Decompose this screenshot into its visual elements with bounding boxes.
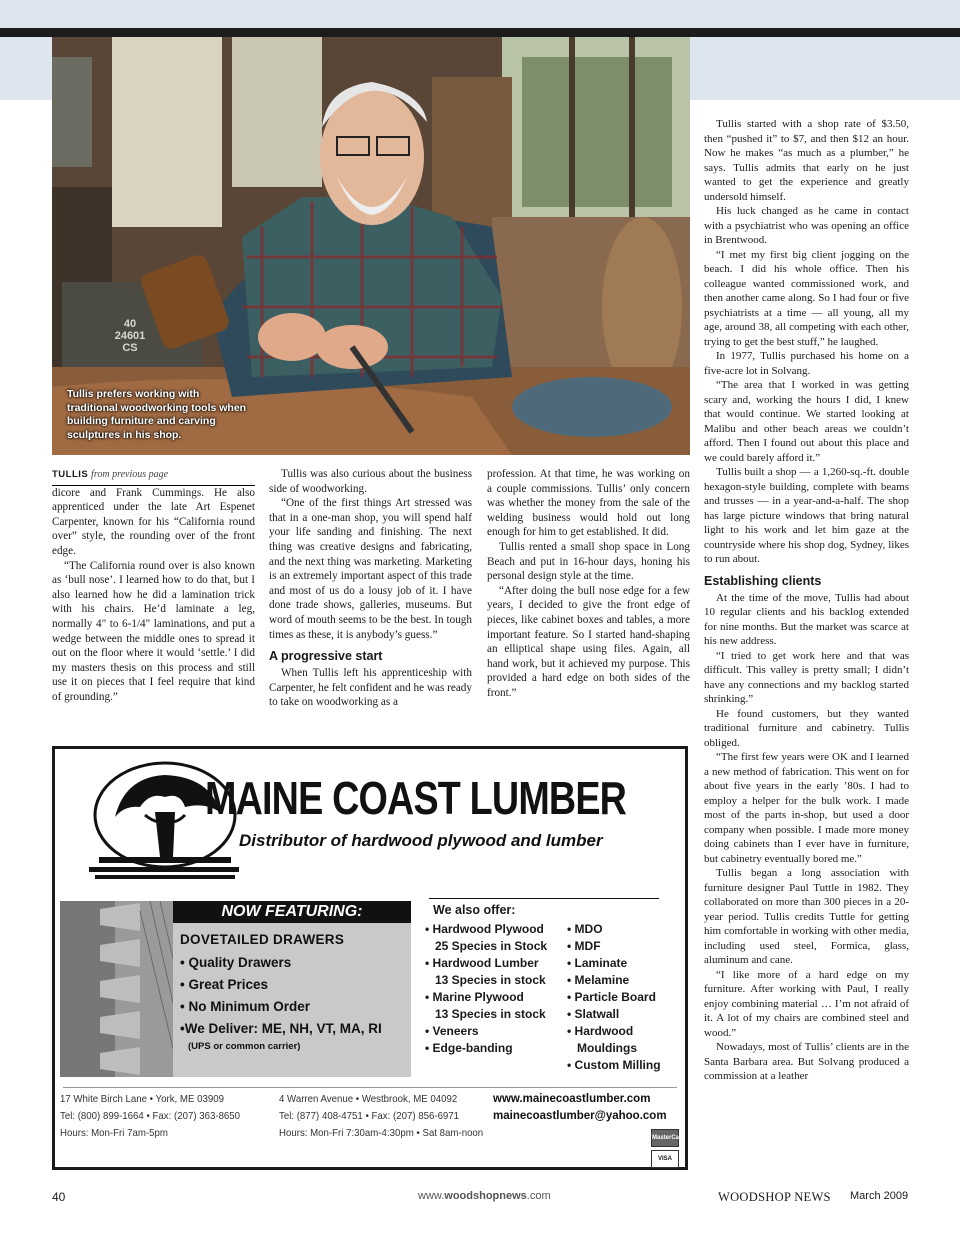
phone-line: Tel: (877) 408-4751 • Fax: (207) 856-6971	[279, 1110, 460, 1122]
offer-item: • Particle Board	[567, 990, 656, 1004]
maine-coast-lumber-ad[interactable]	[52, 746, 688, 1170]
ad-subtitle: Distributor of hardwood plywood and lumber	[239, 831, 603, 850]
offer-item: • Slatwall	[567, 1007, 620, 1021]
offer-item: • MDO	[567, 922, 603, 936]
col4-para-6: Tullis built a shop — a 1,260-sq.-ft. double hexagon-style building, complete with beams and trusses — in a year-and-a-half. The shop has large picture windows that bring natural light to his work and let him gaze at the countryside where his shop dog, Sydney, likes to run about.	[704, 466, 909, 565]
column-2	[269, 467, 472, 710]
col2-para-1: Tullis was also curious about the business side of woodworking.	[269, 468, 472, 495]
slugline	[52, 467, 255, 486]
featuring-list	[180, 929, 408, 1054]
ad-email-link[interactable]: mainecoastlumber@yahoo.com	[493, 1110, 667, 1122]
ad-title: MAINE COAST LUMBER	[205, 772, 627, 824]
mastercard-icon: MasterCard	[651, 1129, 679, 1147]
column-4	[704, 117, 909, 1084]
hours-line: Hours: Mon-Fri 7:30am-4:30pm • Sat 8am-noon	[279, 1127, 484, 1139]
col4-para-9: He found customers, but they wanted traditional furniture and cabinetry. Tullis obliged.	[704, 707, 909, 749]
offer-item: • MDF	[567, 939, 601, 953]
crate-text-3: CS	[122, 342, 138, 354]
featuring-item: • Great Prices	[180, 977, 269, 992]
address-westbrook	[279, 1091, 483, 1142]
ad-divider	[63, 1087, 677, 1088]
offer-item: • Veneers	[425, 1024, 479, 1038]
slug-label: TULLIS	[52, 469, 89, 480]
offer-heading: We also offer:	[433, 903, 516, 917]
offer-list-2	[567, 921, 677, 1074]
section-heading-progressive-start: A progressive start	[269, 649, 383, 664]
payment-cards	[651, 1129, 686, 1171]
col3-para-1: profession. At that time, he was working on a couple commissions. Tullis’ only concern was whether the money from the sale of the welding business would hold out long enough for him to get established. It did.	[487, 468, 690, 539]
col4-para-2: His luck changed as he came in contact with a psychiatrist who was opening an office in Brentwood.	[704, 205, 909, 246]
ad-website-link[interactable]: www.mainecoastlumber.com	[493, 1093, 651, 1105]
woodworker-photo	[52, 37, 690, 455]
visa-icon: VISA	[651, 1150, 679, 1168]
offer-item: • Hardwood Plywood	[425, 922, 544, 936]
hours-line: Hours: Mon-Fri 7am-5pm	[60, 1127, 168, 1139]
col4-para-4: In 1977, Tullis purchased his home on a five-acre lot in Solvang.	[704, 350, 909, 377]
now-featuring-heading: NOW FEATURING:	[173, 901, 411, 923]
offer-item: • Marine Plywood	[425, 990, 524, 1004]
slug-text: from previous page	[91, 469, 169, 480]
section-heading-establishing-clients: Establishing clients	[704, 573, 822, 588]
column-1	[52, 467, 255, 705]
col4-para-11: Tullis began a long association with furniture designer Paul Tuttle in 1982. They collaborated on more than 300 pieces in a 20-year period. Tullis credits Tuttle for getting him comfortable in working with other media, including used steel, Formica, glass, aluminum and cane.	[704, 867, 909, 966]
top-rule	[0, 28, 960, 37]
col4-para-10: “The first few years were OK and I learned a new method of fabrication. This went on for about five years in the early ’80s. I had to employ a helper for the bulk work. I made most of the parts in-shop, but used a door company when possible. I made more money doing cabinets than I ever have in furniture, but cabinetry eventually bored me.”	[704, 751, 909, 865]
featuring-note: (UPS or common carrier)	[188, 1041, 301, 1052]
footer-date: March 2009	[850, 1190, 909, 1202]
col1-para-1: dicore and Frank Cummings. He also apprenticed under the late Art Espenet Carpenter, known for his “California round over” style, the rounding over of the front edge.	[52, 486, 255, 557]
offer-item: • Laminate	[567, 956, 628, 970]
offer-item: • Hardwood	[567, 1024, 634, 1038]
offer-list-1	[425, 921, 565, 1057]
featuring-item: •We Deliver: ME, NH, VT, MA, RI	[180, 1021, 382, 1036]
page-number: 40	[52, 1190, 66, 1204]
col4-para-5: “The area that I worked in was getting scary and, working the hours I did, I knew that would continue. We started looking at Malibu and other beach areas we couldn’t afford. Then I found out about this place and we could barely afford it.”	[704, 379, 909, 464]
offer-subitem: 25 Species in Stock	[435, 939, 548, 953]
footer-url-prefix: www.	[418, 1190, 445, 1202]
col2-para-3: When Tullis left his apprenticeship with Carpenter, he felt confident and he was ready to take on woodworking as a	[269, 667, 472, 709]
footer-magazine: WOODSHOP NEWS	[718, 1190, 831, 1204]
col2-para-2: “One of the first things Art stressed was that in a one-man shop, you will spend half your life sanding and finishing. The next thing was creative designs and fabricating, and the next thing was marketing. Marketing is an extremely important aspect of this trade and most of us do a lousy job of it. I have done trade shows, galleries, museums. But word of mouth seems to be the best. In tough times as these, it is anybody’s guess.”	[269, 497, 472, 641]
footer-url-suffix: .com	[526, 1190, 551, 1202]
featuring-item: • Quality Drawers	[180, 955, 292, 970]
footer-url[interactable]	[418, 1190, 551, 1202]
offer-divider	[429, 898, 659, 899]
offer-item: • Custom Milling	[567, 1058, 661, 1072]
address-line: 4 Warren Avenue • Westbrook, ME 04092	[279, 1093, 458, 1105]
col4-para-7: At the time of the move, Tullis had about 10 regular clients and his backlog extended for nine months. But the market was scarce at his new address.	[704, 591, 909, 647]
offer-item: • Melamine	[567, 973, 630, 987]
ad-contact	[493, 1091, 667, 1125]
photo-caption: Tullis prefers working with traditional woodworking tools when building furniture and carving sculptures in his shop.	[67, 388, 247, 441]
column-3	[487, 467, 690, 701]
col3-para-2: Tullis rented a small shop space in Long Beach and put in 16-hour days, honing his personal design style at the time.	[487, 540, 690, 583]
featuring-title: DOVETAILED DRAWERS	[180, 932, 345, 947]
col3-para-3: “After doing the bull nose edge for a few years, I decided to give the front edge of pieces, like cabinet boxes and tables, a more important feature. So I started hand-shaping an elliptical shape using files. Again, all hand work, but it achieved my purpose. This provided a hard edge on both sides of the front.”	[487, 584, 690, 699]
col4-para-12: “I like more of a hard edge on my furniture. After working with Paul, I really enjoy combining material … I’m not afraid of it. A lot of my chairs are combined steel and wood.”	[704, 968, 909, 1039]
offer-item: • Edge-banding	[425, 1041, 513, 1055]
col4-para-1: Tullis started with a shop rate of $3.50, then “pushed it” to $7, and then $12 an hour. Now he makes “as much as a plumber,” he says. Tullis admits that early on he just wanted to get the experience and greatly undersold himself.	[704, 118, 909, 203]
col1-para-2: “The California round over is also known as ‘bull nose’. I learned how to do that, but I also learned how he did a lamination trick with his chairs. He’d laminate a leg, normally 4" to 6-1/4" laminations, and put a wedge between the middle ones to spread it out on the floor where it would ‘settle.’ I did my masters thesis on this process and still use it on pieces that I feel require that kind of grounding.”	[52, 559, 255, 703]
footer-url-brand: woodshopnews	[444, 1190, 527, 1202]
col4-para-3: “I met my first big client jogging on the beach. I did his whole office. Then his colleague wanted commissioned work, and then another came along. So I had four or five psychiatrists at a time — all young, all my age, around 38, all competing with each other, trying to get the best stuff,” he laughed.	[704, 248, 909, 348]
col4-para-13: Nowadays, most of Tullis’ clients are in the Santa Barbara area. But Solvang produced a commission at a leather	[704, 1041, 909, 1082]
address-york	[60, 1091, 240, 1142]
offer-item: • Hardwood Lumber	[425, 956, 539, 970]
phone-line: Tel: (800) 899-1664 • Fax: (207) 363-8650	[60, 1110, 241, 1122]
address-line: 17 White Birch Lane • York, ME 03909	[60, 1093, 224, 1105]
offer-subitem: Mouldings	[577, 1041, 637, 1055]
crate-text-2: 24601	[114, 330, 146, 342]
crate-text-1: 40	[123, 318, 137, 330]
offer-subitem: 13 Species in stock	[435, 1007, 546, 1021]
featuring-item: • No Minimum Order	[180, 999, 310, 1014]
col4-para-8: “I tried to get work here and that was difficult. This valley is pretty small; I didn’t have any connections and my backlog started shrinking.”	[704, 649, 909, 705]
offer-subitem: 13 Species in stock	[435, 973, 546, 987]
